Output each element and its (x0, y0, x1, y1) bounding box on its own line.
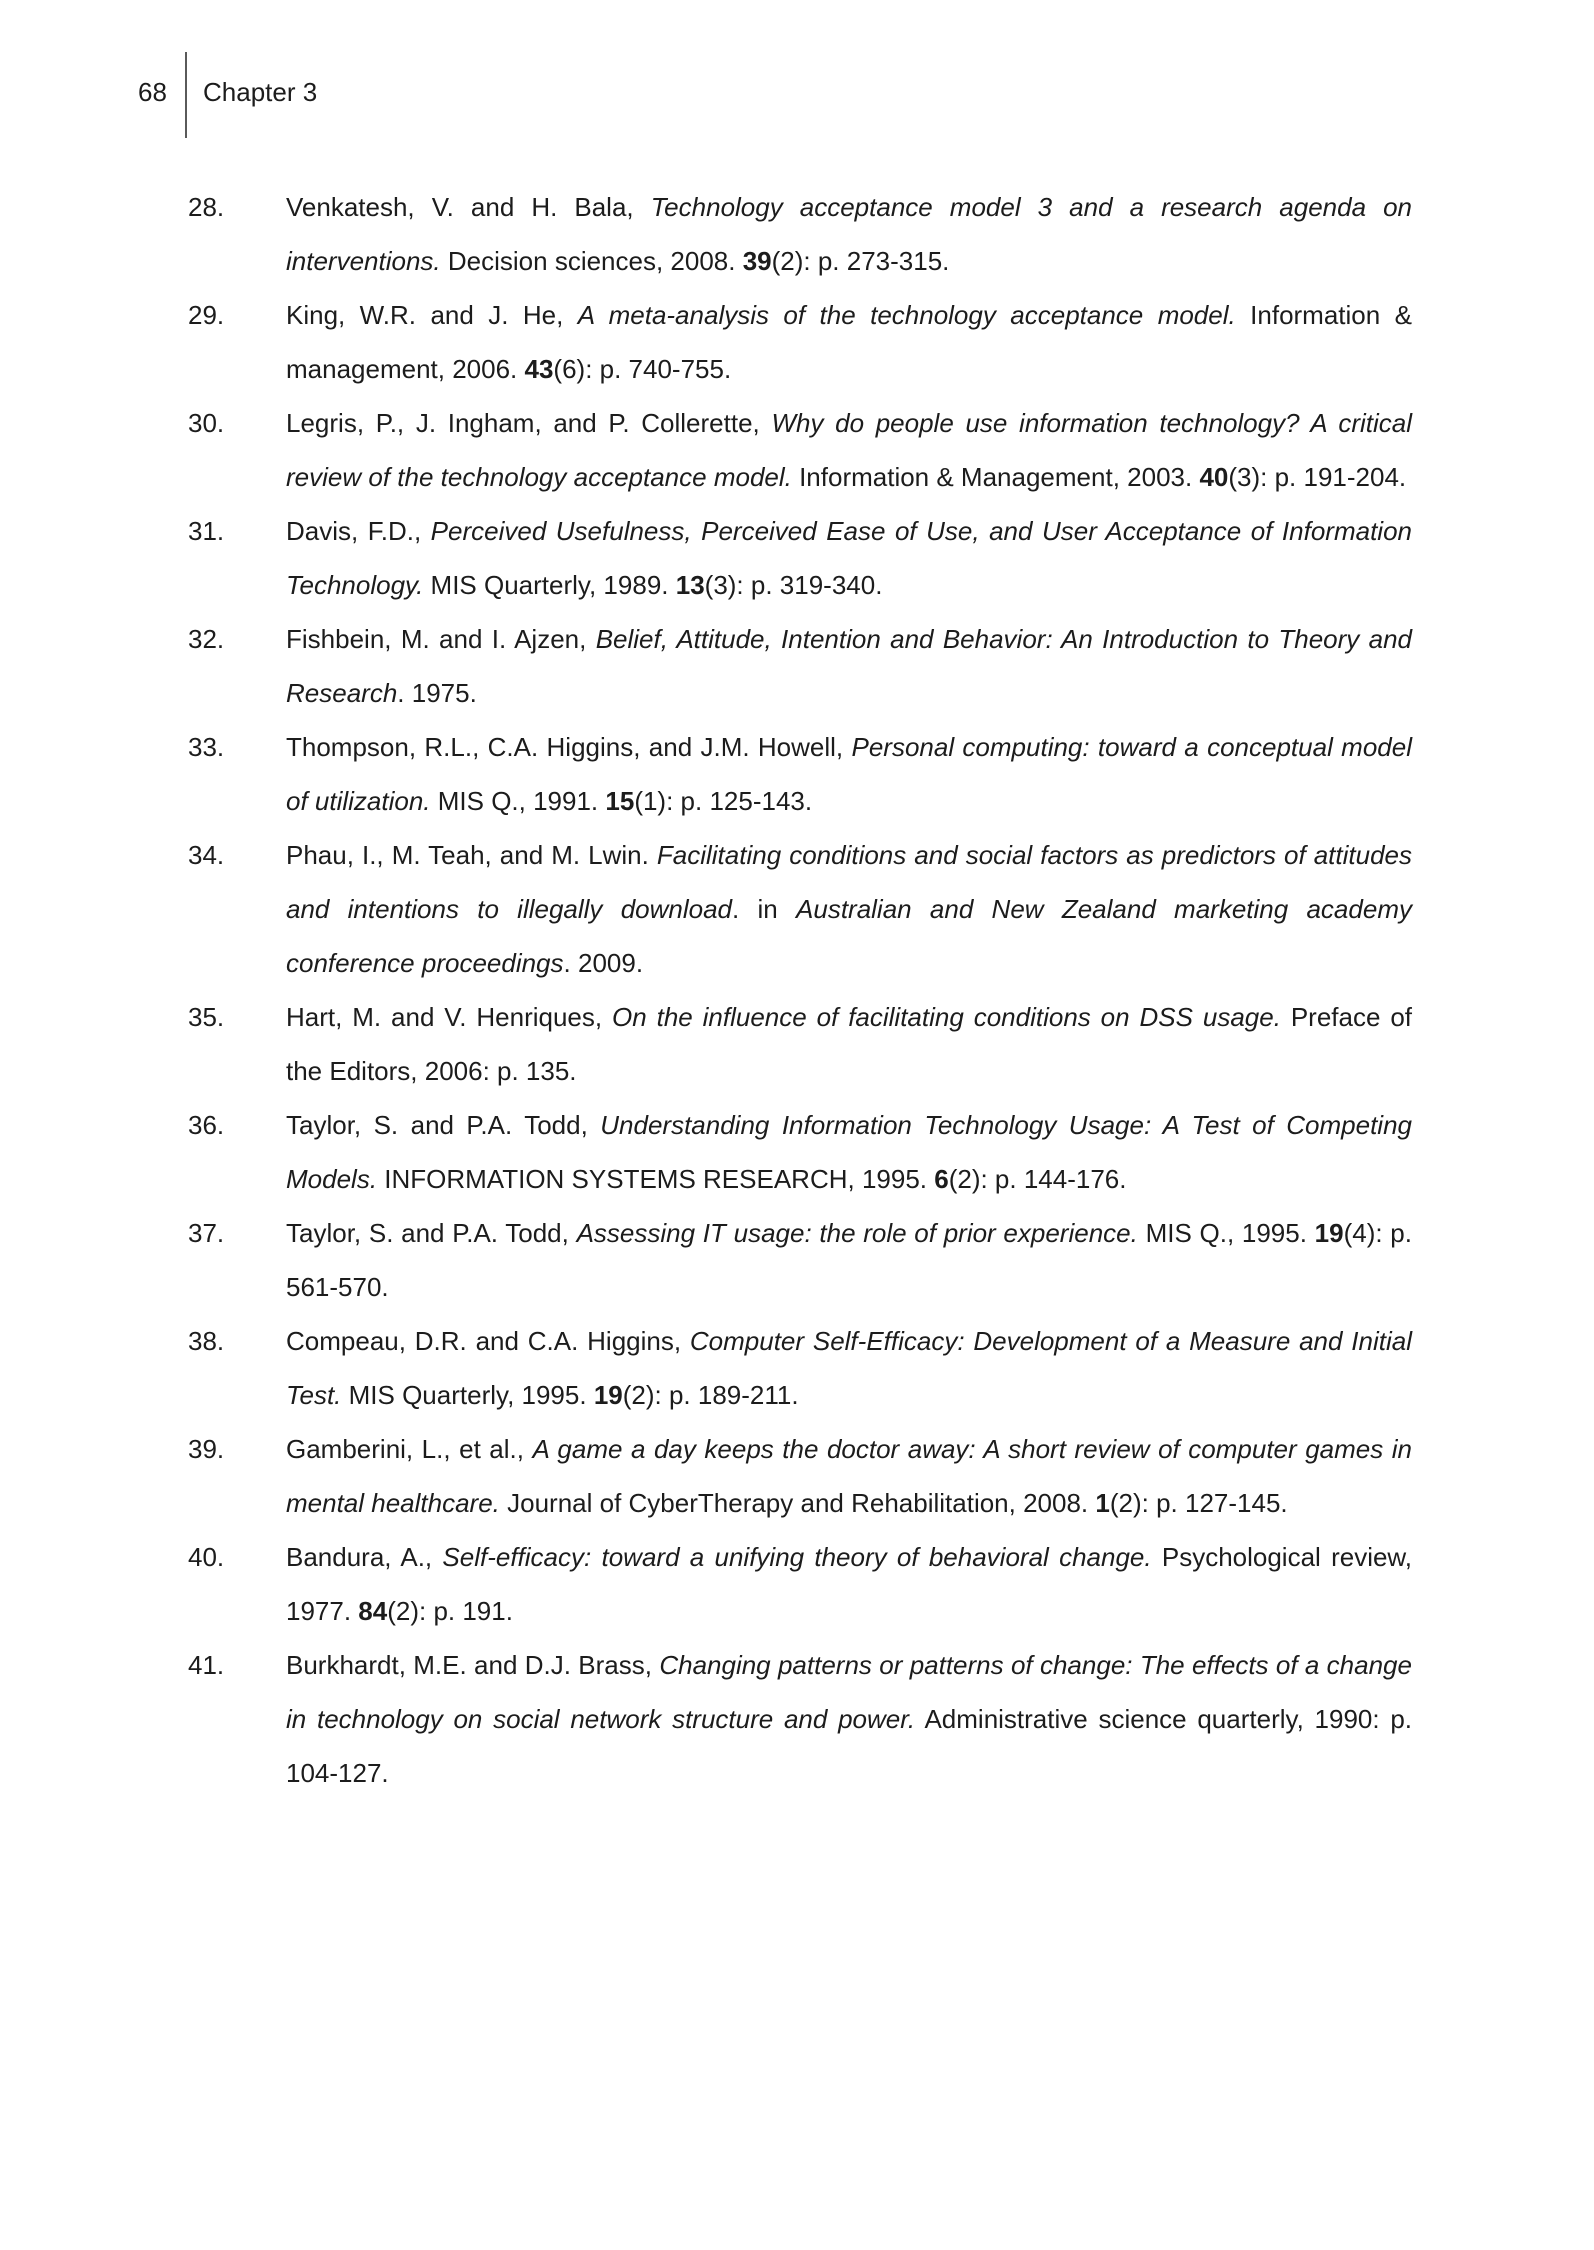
reference-title: A meta-analysis of the technology acceptance model. (577, 300, 1236, 330)
reference-source: INFORMATION SYSTEMS RESEARCH, 1995. (377, 1164, 935, 1194)
reference-volume: 13 (675, 570, 705, 600)
header-divider (185, 52, 187, 138)
reference-title: Personal computing: toward a conceptual model of utilization. (286, 732, 1412, 816)
page-header (0, 0, 1594, 140)
reference-source: . 1975. (397, 678, 477, 708)
reference-authors: Venkatesh, V. and H. Bala, (286, 192, 651, 222)
reference-item (188, 504, 1412, 612)
reference-authors: Taylor, S. and P.A. Todd, (286, 1218, 577, 1248)
reference-authors: Gamberini, L., et al., (286, 1434, 533, 1464)
reference-number: 29. (188, 300, 225, 330)
reference-item (188, 720, 1412, 828)
reference-volume: 43 (524, 354, 554, 384)
reference-volume: 40 (1199, 462, 1229, 492)
reference-text (286, 288, 1412, 396)
reference-authors: Legris, P., J. Ingham, and P. Collerette, (286, 408, 772, 438)
reference-volume: 39 (742, 246, 772, 276)
reference-text (286, 1314, 1412, 1422)
reference-authors: Hart, M. and V. Henriques, (286, 1002, 613, 1032)
reference-item (188, 396, 1412, 504)
reference-source: MIS Quarterly, 1995. (341, 1380, 594, 1410)
reference-number: 33. (188, 732, 225, 762)
reference-authors: King, W.R. and J. He, (286, 300, 578, 330)
reference-title: Changing patterns or patterns of change: The effects of a change in technology on social network structure and power. (286, 1650, 1412, 1734)
reference-volume: 84 (358, 1596, 388, 1626)
reference-source: Information & management, 2006. (286, 300, 1412, 384)
reference-number: 30. (188, 408, 225, 438)
reference-source: Preface of the Editors, 2006: p. 135. (286, 1002, 1413, 1086)
reference-source: Administrative science quarterly, 1990: p. 104-127. (286, 1704, 1413, 1788)
reference-title: Technology acceptance model 3 and a research agenda on interventions. (286, 192, 1412, 276)
reference-title: Computer Self-Efficacy: Development of a Measure and Initial Test. (286, 1326, 1412, 1410)
reference-pages: (1): p. 125-143. (634, 786, 813, 816)
reference-title: On the influence of facilitating conditions on DSS usage. (612, 1002, 1281, 1032)
reference-authors: Phau, I., M. Teah, and M. Lwin. (286, 840, 657, 870)
chapter-title: Chapter 3 (203, 77, 318, 107)
reference-number: 31. (188, 516, 225, 546)
reference-pages: (2): p. 144-176. (948, 1164, 1127, 1194)
reference-text (286, 1422, 1412, 1530)
reference-number: 35. (188, 1002, 225, 1032)
reference-authors: Fishbein, M. and I. Ajzen, (286, 624, 596, 654)
reference-title: Understanding Information Technology Usage: A Test of Competing Models. (286, 1110, 1412, 1194)
reference-number: 34. (188, 840, 225, 870)
reference-text (286, 1638, 1412, 1800)
page-number: 68 (138, 77, 167, 107)
reference-text (286, 180, 1412, 288)
reference-volume: 1 (1095, 1488, 1110, 1518)
reference-item (188, 180, 1412, 288)
reference-source: Decision sciences, 2008. (440, 246, 743, 276)
reference-title: A game a day keeps the doctor away: A short review of computer games in mental healthcare. (286, 1434, 1412, 1518)
reference-item (188, 1530, 1412, 1638)
reference-title: Facilitating conditions and social factors as predictors of attitudes and intentions to illegally download (286, 840, 1413, 924)
reference-source: Psychological review, 1977. (286, 1542, 1412, 1626)
reference-text (286, 612, 1412, 720)
reference-source: . in (732, 894, 797, 924)
reference-number: 41. (188, 1650, 225, 1680)
reference-pages: (3): p. 191-204. (1228, 462, 1407, 492)
reference-title: Assessing IT usage: the role of prior experience. (576, 1218, 1138, 1248)
reference-item (188, 1206, 1412, 1314)
reference-text (286, 396, 1412, 504)
reference-source: Information & Management, 2003. (791, 462, 1200, 492)
reference-item (188, 1422, 1412, 1530)
reference-title: Belief, Attitude, Intention and Behavior: An Introduction to Theory and Research (286, 624, 1412, 708)
reference-item (188, 990, 1412, 1098)
reference-authors: Davis, F.D., (286, 516, 431, 546)
reference-authors: Bandura, A., (286, 1542, 443, 1572)
reference-text (286, 720, 1412, 828)
reference-item (188, 1638, 1412, 1800)
reference-pages: (6): p. 740-755. (553, 354, 732, 384)
reference-text (286, 504, 1412, 612)
reference-list (188, 180, 1412, 1800)
reference-volume: 15 (605, 786, 635, 816)
reference-number: 36. (188, 1110, 225, 1140)
reference-pages: (2): p. 189-211. (622, 1380, 799, 1410)
reference-pages: (2): p. 273-315. (771, 246, 950, 276)
reference-volume: 19 (1314, 1218, 1344, 1248)
reference-source: MIS Q., 1991. (430, 786, 606, 816)
reference-number: 28. (188, 192, 225, 222)
reference-number: 37. (188, 1218, 225, 1248)
reference-volume: 6 (934, 1164, 949, 1194)
reference-text (286, 1206, 1412, 1314)
reference-number: 38. (188, 1326, 225, 1356)
reference-title: Perceived Usefulness, Perceived Ease of Use, and User Acceptance of Information Technology. (286, 516, 1412, 600)
reference-authors: Taylor, S. and P.A. Todd, (286, 1110, 601, 1140)
reference-source: MIS Quarterly, 1989. (423, 570, 676, 600)
reference-item (188, 1314, 1412, 1422)
reference-pages: (2): p. 127-145. (1109, 1488, 1288, 1518)
reference-pages: (3): p. 319-340. (704, 570, 883, 600)
reference-text (286, 1530, 1412, 1638)
reference-authors: Thompson, R.L., C.A. Higgins, and J.M. Howell, (286, 732, 852, 762)
reference-item (188, 612, 1412, 720)
reference-item (188, 1098, 1412, 1206)
reference-title: Why do people use information technology? A critical review of the technology acceptance model. (286, 408, 1412, 492)
reference-title-secondary: Australian and New Zealand marketing academy conference proceedings (286, 894, 1412, 978)
reference-number: 40. (188, 1542, 225, 1572)
reference-text (286, 1098, 1412, 1206)
reference-authors: Compeau, D.R. and C.A. Higgins, (286, 1326, 690, 1356)
reference-authors: Burkhardt, M.E. and D.J. Brass, (286, 1650, 660, 1680)
reference-pages: . 2009. (563, 948, 644, 978)
reference-item (188, 288, 1412, 396)
reference-source: MIS Q., 1995. (1137, 1218, 1315, 1248)
reference-text (286, 828, 1412, 990)
reference-number: 39. (188, 1434, 225, 1464)
reference-pages: (4): p. 561-570. (286, 1218, 1412, 1302)
reference-item (188, 828, 1412, 990)
reference-number: 32. (188, 624, 225, 654)
reference-source: Journal of CyberTherapy and Rehabilitation, 2008. (499, 1488, 1096, 1518)
reference-pages: (2): p. 191. (387, 1596, 513, 1626)
reference-title: Self-efficacy: toward a unifying theory of behavioral change. (442, 1542, 1152, 1572)
reference-volume: 19 (593, 1380, 623, 1410)
reference-text (286, 990, 1412, 1098)
